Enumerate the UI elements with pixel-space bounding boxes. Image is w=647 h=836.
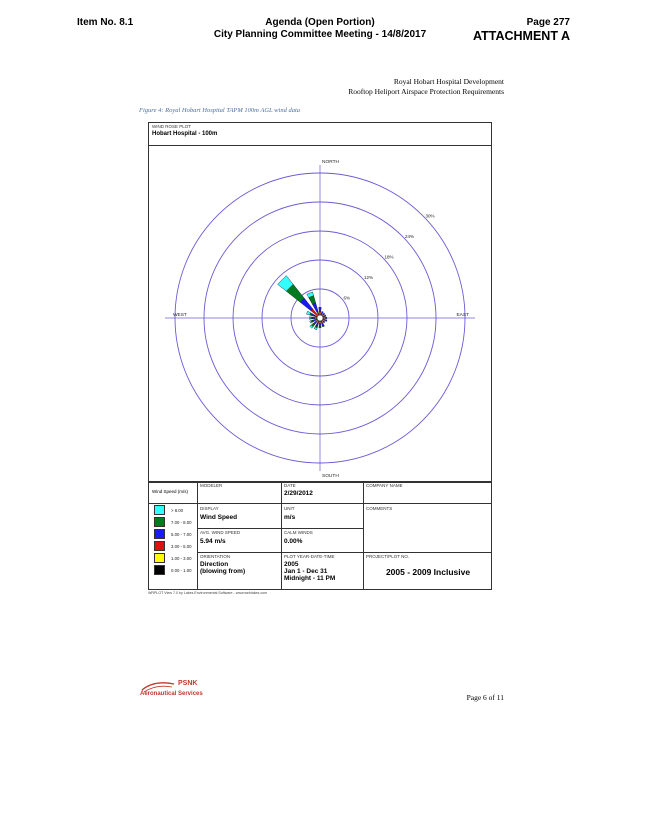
divider <box>197 552 492 553</box>
petal-292.5-bin5 <box>306 311 310 315</box>
software-note: WRPLOT View 7.0 by Lakes Environmental Software - www.weblakes.com <box>148 591 268 595</box>
agenda-title: Agenda (Open Portion) <box>265 17 375 28</box>
plot-period-label: PLOT YEAR-DATE-TIME <box>284 554 335 559</box>
petal-67.5-bin3 <box>324 315 326 317</box>
ring-label: 30% <box>425 213 435 219</box>
avg-speed-value: 5.94 m/s <box>200 538 226 545</box>
logo-text: PSNK <box>178 680 198 687</box>
calm-center <box>317 315 323 321</box>
unit-value: m/s <box>284 514 296 521</box>
meeting-title: City Planning Committee Meeting - 14/8/2017 <box>213 29 427 40</box>
petal-180-bin4 <box>319 326 321 327</box>
ring-label: 12% <box>364 274 374 280</box>
station-name: Hobart Hospital - 100m <box>152 131 218 137</box>
direction-label-east: EAST <box>456 313 469 318</box>
calm-winds-label: CALM WINDS <box>284 530 313 535</box>
legend-swatch <box>154 505 165 515</box>
project-value: 2005 - 2009 Inclusive <box>385 567 471 577</box>
petal-270-bin5 <box>309 317 310 319</box>
direction-label-south: SOUTH <box>322 474 339 479</box>
petal-270-bin2 <box>315 317 317 318</box>
petal-270-bin3 <box>312 317 314 319</box>
item-number: Item No. 8.1 <box>77 17 134 28</box>
petal-45-bin3 <box>323 313 325 315</box>
orientation-value-2: (blowing from) <box>200 568 246 575</box>
legend-swatch <box>154 517 165 527</box>
legend-label: 0.00 - 1.00 <box>171 568 192 573</box>
legend-swatch <box>154 565 165 575</box>
petal-90-bin3 <box>325 317 327 319</box>
company-label: COMPANY NAME <box>366 483 403 488</box>
date-label: DATE <box>284 483 296 488</box>
petal-90-bin2 <box>323 317 324 318</box>
ring-label: 6% <box>343 295 351 301</box>
page-number: Page 277 <box>526 17 570 28</box>
petal-0-bin2 <box>319 311 321 314</box>
display-label: DISPLAY <box>200 506 219 511</box>
page-of: Page 6 of 11 <box>466 693 504 702</box>
figure-caption: Figure 4: Royal Hobart Hospital TAPM 100m AGL wind data <box>139 107 300 114</box>
project-label: PROJECT/PLOT NO. <box>366 554 410 559</box>
legend-swatch <box>154 541 165 551</box>
plot-time-range: Midnight - 11 PM <box>284 575 336 582</box>
legend-swatch <box>154 553 165 563</box>
orientation-label: ORIENTATION <box>200 554 231 559</box>
display-value: Wind Speed <box>200 514 238 521</box>
orientation-value: Direction <box>200 561 229 568</box>
petal-180-bin3 <box>319 323 321 326</box>
ring-label: 24% <box>405 233 415 239</box>
plot-year: 2005 <box>284 561 299 568</box>
direction-label-north: NORTH <box>322 160 339 165</box>
legend-label: 7.00 - 8.00 <box>171 520 192 525</box>
legend-swatch <box>154 529 165 539</box>
legend-label: 3.00 - 5.00 <box>171 544 192 549</box>
divider <box>197 482 198 590</box>
unit-label: UNIT <box>284 506 295 511</box>
direction-label-west: WEST <box>173 313 187 318</box>
petal-112.5-bin3 <box>325 319 327 321</box>
divider <box>197 528 363 529</box>
petal-0-bin3 <box>319 307 321 311</box>
comments-label: COMMENTS <box>366 506 393 511</box>
petal-180-bin2 <box>319 321 320 323</box>
legend-label: 5.00 - 7.00 <box>171 532 192 537</box>
plot-header-label: WIND ROSE PLOT <box>152 124 192 129</box>
divider <box>148 503 492 504</box>
report-subtitle: Rooftop Heliport Airspace Protection Requirements <box>348 87 504 96</box>
legend-label: > 8.00 <box>171 508 184 513</box>
calm-winds-value: 0.00% <box>284 538 303 545</box>
ring-label: 18% <box>384 254 394 260</box>
logo-subtext: Aeronautical Services <box>140 691 203 697</box>
legend-label: 1.00 - 3.00 <box>171 556 192 561</box>
date-value: 2/29/2012 <box>284 490 313 497</box>
plot-date-range: Jan 1 - Dec 31 <box>284 568 328 575</box>
modeler-label: MODELER <box>200 483 223 488</box>
divider <box>281 482 282 590</box>
attachment-label: ATTACHMENT A <box>473 29 570 43</box>
report-title: Royal Hobart Hospital Development <box>393 77 504 86</box>
petal-22.5-bin3 <box>321 311 323 313</box>
petal-270-bin4 <box>311 317 312 319</box>
wind-rose-chart <box>148 146 492 482</box>
petal-135-bin3 <box>323 321 325 323</box>
legend-title: Wind Speed (m/s) <box>152 489 189 494</box>
avg-speed-label: AVG. WIND SPEED <box>200 530 241 535</box>
